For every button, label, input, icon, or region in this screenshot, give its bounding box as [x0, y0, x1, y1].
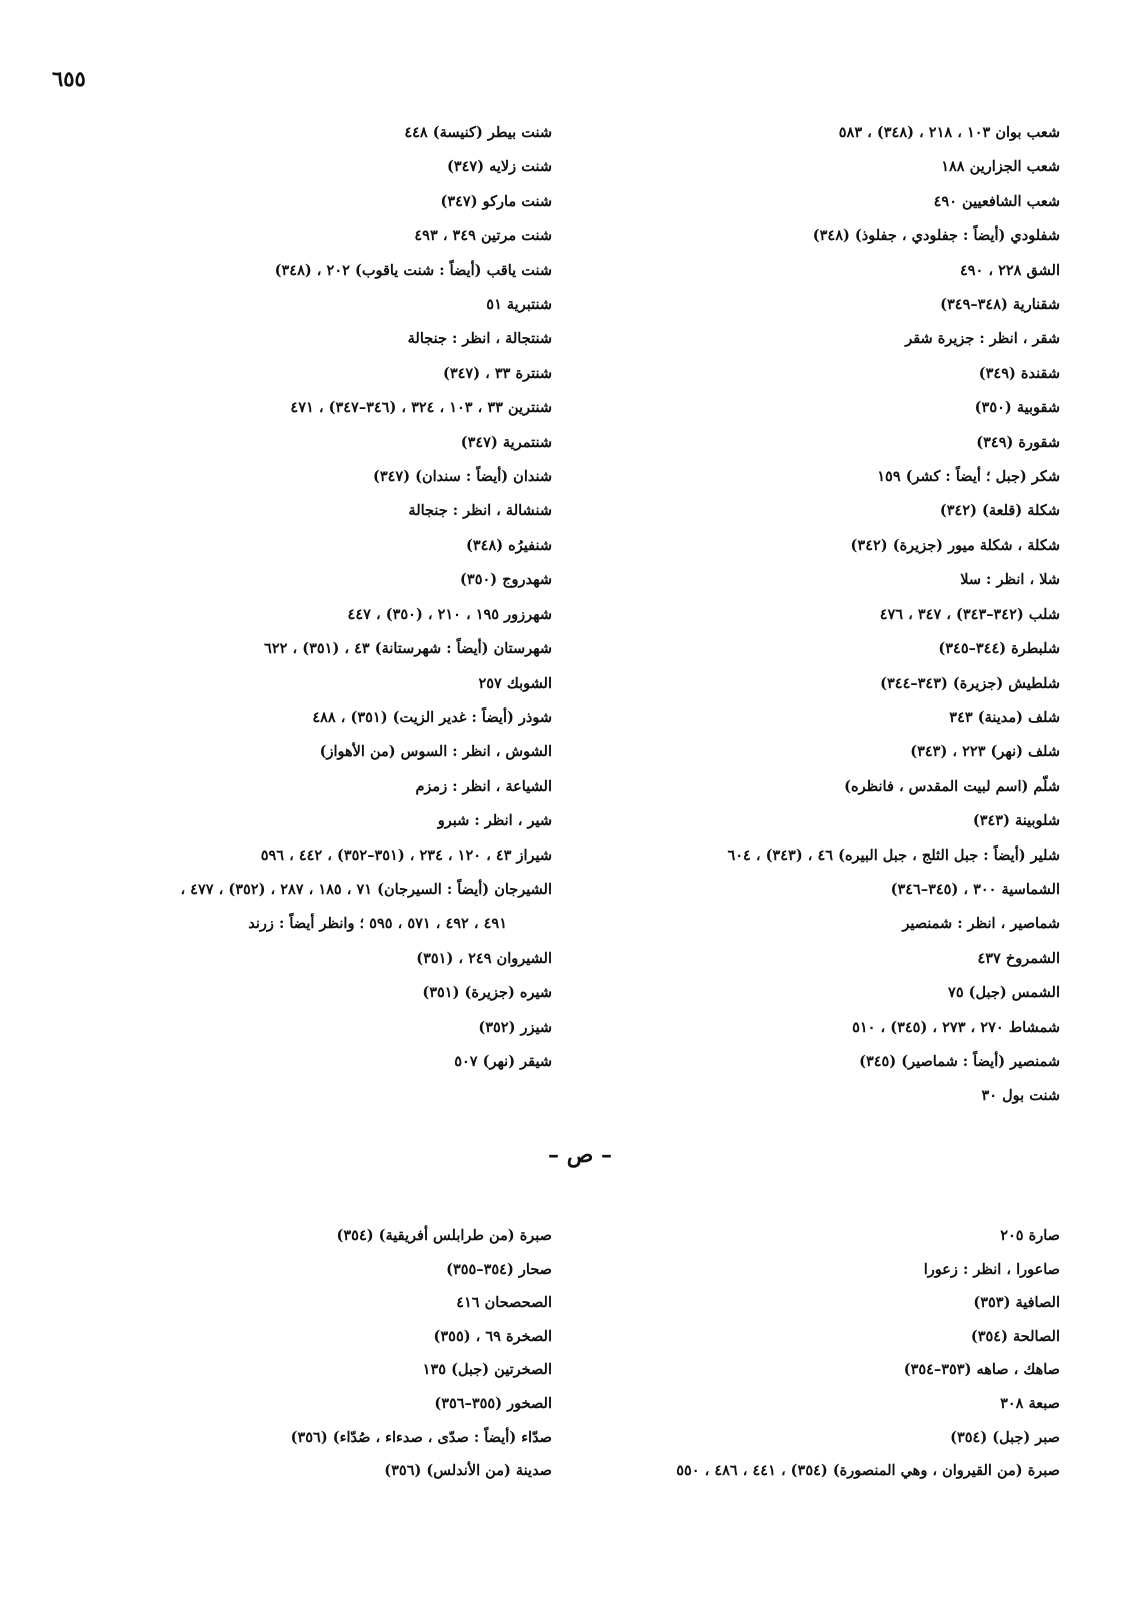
index-entry: شقندة (٣٤٩) — [978, 364, 1060, 382]
index-entry: شير ، انظر : شبرو — [437, 812, 552, 830]
index-entry: الصحصحان ٤١٦ — [456, 1294, 552, 1312]
index-entry: شنشالة ، انظر : جنجالة — [408, 502, 552, 520]
index-entry: الشق ٢٢٨ ، ٤٩٠ — [959, 261, 1060, 279]
index-column-right-upper — [590, 116, 1060, 1114]
index-entry: صاعورا ، انظر : زعورا — [923, 1260, 1060, 1278]
index-entry: الصخرتين (جبل) ١٣٥ — [422, 1361, 552, 1379]
index-entry: شعب الشافعيين ٤٩٠ — [933, 192, 1060, 210]
index-entry: صاهك ، صاهه (٣٥٣–٣٥٤) — [903, 1361, 1060, 1379]
index-entry: الشماسية ٣٠٠ ، (٣٤٥–٣٤٦) — [890, 880, 1060, 898]
index-entry: شنترين ٣٣ ، ١٠٣ ، ٣٢٤ ، (٣٤٦–٣٤٧) ، ٤٧١ — [290, 399, 552, 417]
index-entry: شهدروج (٣٥٠) — [460, 571, 552, 589]
index-entry: شماصير ، انظر : شمنصير — [902, 915, 1060, 933]
index-entry: شيزر (٣٥٢) — [478, 1018, 552, 1036]
index-entry: شنتجالة ، انظر : جنجالة — [407, 330, 552, 348]
index-entry: شنترة ٣٣ ، (٣٤٧) — [442, 364, 552, 382]
index-entry: شهرزور ١٩٥ ، ٢١٠ ، (٣٥٠) ، ٤٤٧ — [347, 605, 552, 623]
index-entry: الصخرة ٦٩ ، (٣٥٥) — [433, 1327, 552, 1345]
index-entry: الشوش ، انظر : السوس (من الأهواز) — [319, 743, 552, 761]
index-entry: شنت بول ٣٠ — [981, 1087, 1060, 1105]
index-entry: شوذر (أيضاً : غدير الزيت) (٣٥١) ، ٤٨٨ — [312, 708, 552, 726]
index-entry-continuation: ٤٩١ ، ٤٩٢ ، ٥٧١ ، ٥٩٥ ؛ وانظر أيضاً : زرند — [248, 915, 507, 933]
index-entry: صبعة ٣٠٨ — [1000, 1394, 1060, 1412]
index-entry: الشمروخ ٤٣٧ — [977, 949, 1060, 967]
index-entry: شنت ياقب (أيضاً : شنت ياقوب) ٢٠٢ ، (٣٤٨) — [274, 261, 552, 279]
index-entry: شنتمرية (٣٤٧) — [460, 433, 552, 451]
index-entry: شلف (مدينة) ٣٤٣ — [949, 708, 1060, 726]
index-entry: شقورة (٣٤٩) — [976, 433, 1060, 451]
index-entry: شكلة (قلعة) (٣٤٢) — [939, 502, 1060, 520]
index-entry: صبر (جبل) (٣٥٤) — [950, 1428, 1060, 1446]
index-entry: الشيرجان (أيضاً : السيرجان) ٧١ ، ١٨٥ ، ٢٨٧ ، (٣٥٢) ، ٤٧٧ ، — [180, 880, 552, 898]
index-entry: شقر ، انظر : جزيرة شقر — [905, 330, 1060, 348]
index-entry: شمشاط ٢٧٠ ، ٢٧٣ ، (٣٤٥) ، ٥١٠ — [852, 1018, 1060, 1036]
index-entry: شلا ، انظر : سلا — [960, 571, 1060, 589]
index-entry: شفلودي (أيضاً : جفلودي ، جفلوذ) (٣٤٨) — [812, 227, 1060, 245]
index-entry: صارة ٢٠٥ — [1000, 1227, 1060, 1244]
index-entry: صحار (٣٥٤–٣٥٥) — [446, 1260, 552, 1278]
index-entry: صدّاء (أيضاً : صدّى ، صدءاء ، صُدّاء) (٣٥٦) — [290, 1428, 552, 1446]
section-heading-letter: – ص – — [548, 1142, 612, 1168]
index-entry: الشوبك ٢٥٧ — [478, 674, 552, 692]
index-entry: شنت بيطر (كنيسة) ٤٤٨ — [404, 124, 552, 141]
index-entry: شيراز ٤٣ ، ١٢٠ ، ٢٣٤ ، (٣٥١–٣٥٢) ، ٤٤٢ ، ٥٩٦ — [260, 846, 552, 864]
index-entry: شنت ماركو (٣٤٧) — [440, 192, 552, 210]
index-entry: صدينة (من الأندلس) (٣٥٦) — [384, 1462, 552, 1480]
index-entry: الشمس (جبل) ٧٥ — [948, 984, 1060, 1002]
index-entry: شعب بوان ١٠٣ ، ٢١٨ ، (٣٤٨) ، ٥٨٣ — [838, 124, 1060, 141]
index-entry: شندان (أيضاً : سندان) (٣٤٧) — [372, 468, 552, 486]
index-entry: صبرة (من القيروان ، وهي المنصورة) (٣٥٤) ، ٤٤١ ، ٤٨٦ ، ٥٥٠ — [676, 1462, 1060, 1480]
index-entry: شنت زلايه (٣٤٧) — [446, 158, 552, 176]
index-entry: شلّم (اسم لبيت المقدس ، فانظره) — [844, 777, 1060, 795]
index-entry: شكلة ، شكلة ميور (جزيرة) (٣٤٢) — [850, 536, 1060, 554]
index-entry: شنتبرية ٥١ — [486, 296, 552, 314]
index-entry: شلب (٣٤٢–٣٤٣) ، ٣٤٧ ، ٤٧٦ — [879, 605, 1060, 623]
index-entry: الشيروان ٢٤٩ ، (٣٥١) — [416, 949, 552, 967]
index-entry: الشياعة ، انظر : زمزم — [415, 777, 552, 795]
index-entry: شيره (جزيرة) (٣٥١) — [422, 984, 552, 1002]
index-column-right-lower — [590, 1219, 1060, 1488]
index-entry: شعب الجزارين ١٨٨ — [941, 158, 1060, 176]
index-entry: شنت مرتين ٣٤٩ ، ٤٩٣ — [414, 227, 552, 245]
index-entry: شلير (أيضاً : جبل الثلج ، جبل البيره) ٤٦ ، (٣٤٣) ، ٦٠٤ — [727, 846, 1060, 864]
index-entry: شقنارية (٣٤٨–٣٤٩) — [940, 296, 1060, 314]
index-entry: صبرة (من طرابلس أفريقية) (٣٥٤) — [336, 1227, 552, 1244]
index-entry: شمنصير (أيضاً : شماصير) (٣٤٥) — [859, 1052, 1060, 1070]
index-entry: الصافية (٣٥٣) — [973, 1294, 1060, 1312]
index-entry: شلبطرة (٣٤٤–٣٤٥) — [938, 640, 1060, 658]
index-entry: شهرستان (أيضاً : شهرستانة) ٤٣ ، (٣٥١) ، ٦٢٢ — [264, 640, 552, 658]
index-entry: شلف (نهر) ٢٢٣ ، (٣٤٣) — [910, 743, 1060, 761]
index-entry: الصالحة (٣٥٤) — [970, 1327, 1060, 1345]
page-number: ٦٥٥ — [52, 66, 86, 91]
index-entry: الصخور (٣٥٥–٣٥٦) — [434, 1394, 552, 1412]
index-entry: شيقر (نهر) ٥٠٧ — [454, 1052, 552, 1070]
index-entry: شلوبينة (٣٤٣) — [972, 812, 1060, 830]
index-column-left-lower — [82, 1219, 552, 1488]
index-column-left-upper — [52, 116, 552, 1079]
index-entry: شنفيرُه (٣٤٨) — [466, 536, 552, 554]
index-entry: شلطيش (جزيرة) (٣٤٣–٣٤٤) — [880, 674, 1060, 692]
index-entry: شقوبية (٣٥٠) — [974, 399, 1060, 417]
index-entry: شكر (جبل ؛ أيضاً : كشر) ١٥٩ — [877, 468, 1060, 486]
